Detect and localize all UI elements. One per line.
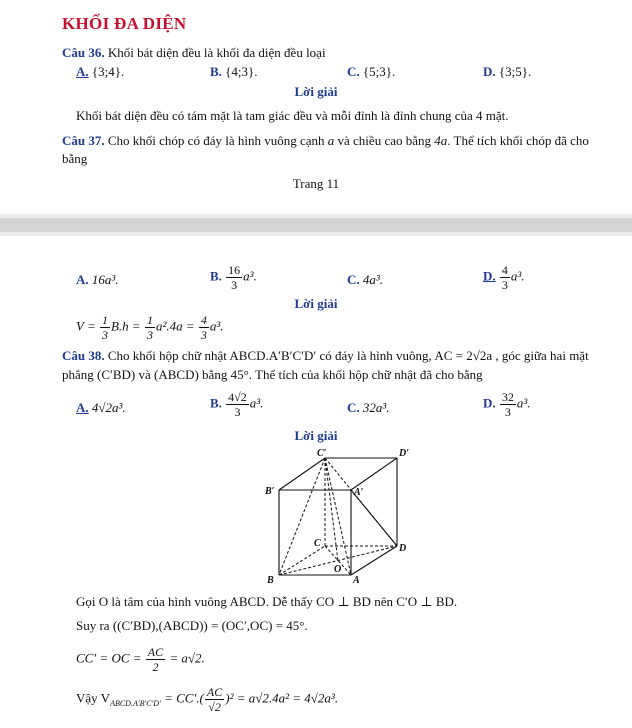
q38-option-a[interactable] [76, 400, 126, 416]
option-letter: B. [210, 268, 222, 284]
edge-c1-d [325, 458, 397, 546]
option-value: 16a³. [91, 272, 119, 287]
fraction-numerator: 1 [146, 313, 153, 327]
q37-option-b[interactable] [210, 264, 257, 291]
fraction-numerator: 1 [101, 313, 108, 327]
fraction-denominator: √2 [208, 700, 221, 714]
page-footer: Trang 11 [292, 176, 340, 191]
formula-part: CC′ = OC = [76, 650, 142, 666]
q37-var-a: a [327, 133, 335, 148]
q36-text: Khối bát diện đều là khối đa diện đều loại [107, 45, 326, 60]
edge-b1-c1 [279, 458, 325, 490]
fraction-denominator: 3 [234, 405, 241, 419]
formula-part: V = [76, 318, 96, 334]
label-c: C [314, 538, 321, 549]
q37-option-d[interactable] [483, 264, 525, 291]
q37-option-c[interactable] [347, 272, 383, 288]
fraction-denominator: 3 [101, 328, 108, 342]
label-o: O [334, 564, 342, 575]
fraction-denominator: 3 [501, 278, 508, 292]
formula-part: Vậy V [76, 690, 111, 706]
fraction-numerator: 4 [501, 263, 508, 277]
q36-solution-text: Khối bát diện đều có tám mặt là tam giác đều và mỗi đỉnh là đỉnh chung của 4 mặt. [76, 108, 509, 123]
option-value: a³. [510, 268, 525, 284]
edge-d1-a1 [351, 458, 397, 490]
fraction [226, 391, 249, 418]
q37-label: Câu 37. [62, 133, 105, 148]
edge-a-d [351, 546, 397, 575]
q38-solution-title: Lời giải [294, 428, 338, 443]
option-value: {3;4}. [91, 64, 125, 79]
option-letter: C. [347, 400, 360, 415]
label-b1: B′ [265, 486, 275, 497]
q37-height: 4a [434, 133, 448, 148]
q38-option-c[interactable] [347, 400, 390, 416]
q38-question [62, 348, 589, 364]
q37-question-line2: bằng [62, 151, 88, 166]
option-value: {4;3}. [225, 64, 258, 79]
q37-solution-title: Lời giải [294, 296, 338, 311]
formula-part: = a√2. [169, 650, 205, 666]
fraction-denominator: 3 [504, 405, 511, 419]
page-break-edge [0, 214, 632, 218]
q37-formula [76, 314, 224, 341]
fraction-numerator: 4 [200, 313, 207, 327]
q36-question [62, 45, 326, 61]
page-break [0, 214, 632, 236]
q38-sol-line2: Suy ra ((C′BD),(ABCD)) = (OC′,OC) = 45°. [76, 618, 308, 633]
fraction [226, 264, 242, 291]
q38-option-d[interactable] [483, 391, 531, 418]
fraction [100, 314, 110, 341]
option-value: {5;3}. [362, 64, 396, 79]
q36-label: Câu 36. [62, 45, 105, 60]
label-c1: C′ [317, 448, 327, 459]
option-letter: D. [483, 395, 496, 411]
fraction-denominator: 3 [146, 328, 153, 342]
q38-line2: phẳng (C′BD) và (ABCD) bằng 45°. Thể tích của khối hộp chữ nhật đã cho bằng [62, 367, 483, 382]
option-letter: C. [347, 272, 360, 287]
formula-part: a².4a = [155, 318, 195, 334]
q36-option-a[interactable] [76, 64, 124, 80]
option-value: {3;5}. [498, 64, 532, 79]
label-d1: D′ [399, 448, 410, 459]
q38-sol-line4 [76, 686, 338, 713]
option-letter: D. [483, 64, 496, 79]
q38-sol-line1: Gọi O là tâm của hình vuông ABCD. Dễ thấy CO ⊥ BD nên C′O ⊥ BD. [76, 594, 458, 609]
label-a1: A′ [354, 487, 364, 498]
fraction [145, 314, 155, 341]
option-value: 32a³. [362, 400, 390, 415]
fraction-numerator: 16 [228, 263, 241, 277]
q37-question [62, 133, 589, 149]
formula-part: = CC′.( [164, 690, 204, 706]
option-letter: A. [76, 64, 89, 79]
fraction-numerator: 32 [501, 390, 514, 404]
formula-part: a³. [209, 318, 224, 334]
option-value: a³. [516, 395, 531, 411]
fraction [500, 391, 516, 418]
fraction-denominator: 3 [231, 278, 238, 292]
q37-text-c: . Thể tích khối chóp đã cho [447, 133, 589, 148]
edge-b-c [279, 546, 325, 575]
section-title: KHỐI ĐA DIỆN [62, 14, 187, 33]
option-letter: D. [483, 268, 496, 284]
option-letter: C. [347, 64, 360, 79]
option-letter: B. [210, 64, 222, 79]
option-value: 4a³. [362, 272, 384, 287]
fraction-denominator: 2 [152, 660, 159, 674]
edge-c1-b [279, 458, 325, 575]
q37-option-a[interactable] [76, 272, 119, 288]
q38-label: Câu 38. [62, 348, 105, 363]
formula-part: B.h = [110, 318, 141, 334]
q36-option-b[interactable] [210, 64, 258, 80]
fraction [199, 314, 209, 341]
label-a: A [353, 575, 360, 586]
label-b: B [267, 575, 274, 586]
box-figure [255, 445, 415, 587]
q37-text-b: và chiều cao bằng [337, 133, 431, 148]
option-value: a³. [249, 395, 264, 411]
q36-solution-title: Lời giải [294, 84, 338, 99]
option-value: a³. [243, 268, 257, 284]
q37-text-a: Cho khối chóp có đáy là hình vuông cạnh [107, 133, 325, 148]
option-value: 4√2a³. [91, 400, 126, 415]
fraction [205, 686, 224, 713]
option-letter: A. [76, 272, 89, 287]
fraction-numerator: AC [147, 645, 164, 659]
label-d: D [399, 543, 407, 554]
option-letter: B. [210, 395, 222, 411]
formula-part: )² = a√2.4a² = 4√2a³. [225, 690, 339, 706]
fraction [146, 646, 165, 673]
q38-line1: Cho khối hộp chữ nhật ABCD.A′B′C′D′ có đáy là hình vuông, AC = 2√2a , góc giữa hai mặt [107, 348, 589, 363]
option-letter: A. [76, 400, 89, 415]
fraction [500, 264, 510, 291]
box-vertex-labels [264, 448, 409, 586]
q38-sol-line3 [76, 646, 205, 673]
q36-option-d[interactable] [483, 64, 531, 80]
fraction-denominator: 3 [200, 328, 207, 342]
fraction-numerator: 4√2 [228, 390, 247, 404]
formula-subscript: ABCD.A′B′C′D′ [110, 699, 161, 709]
page-break-edge [0, 232, 632, 236]
q36-option-c[interactable] [347, 64, 395, 80]
fraction-numerator: AC [206, 685, 223, 699]
q38-option-b[interactable] [210, 391, 263, 418]
